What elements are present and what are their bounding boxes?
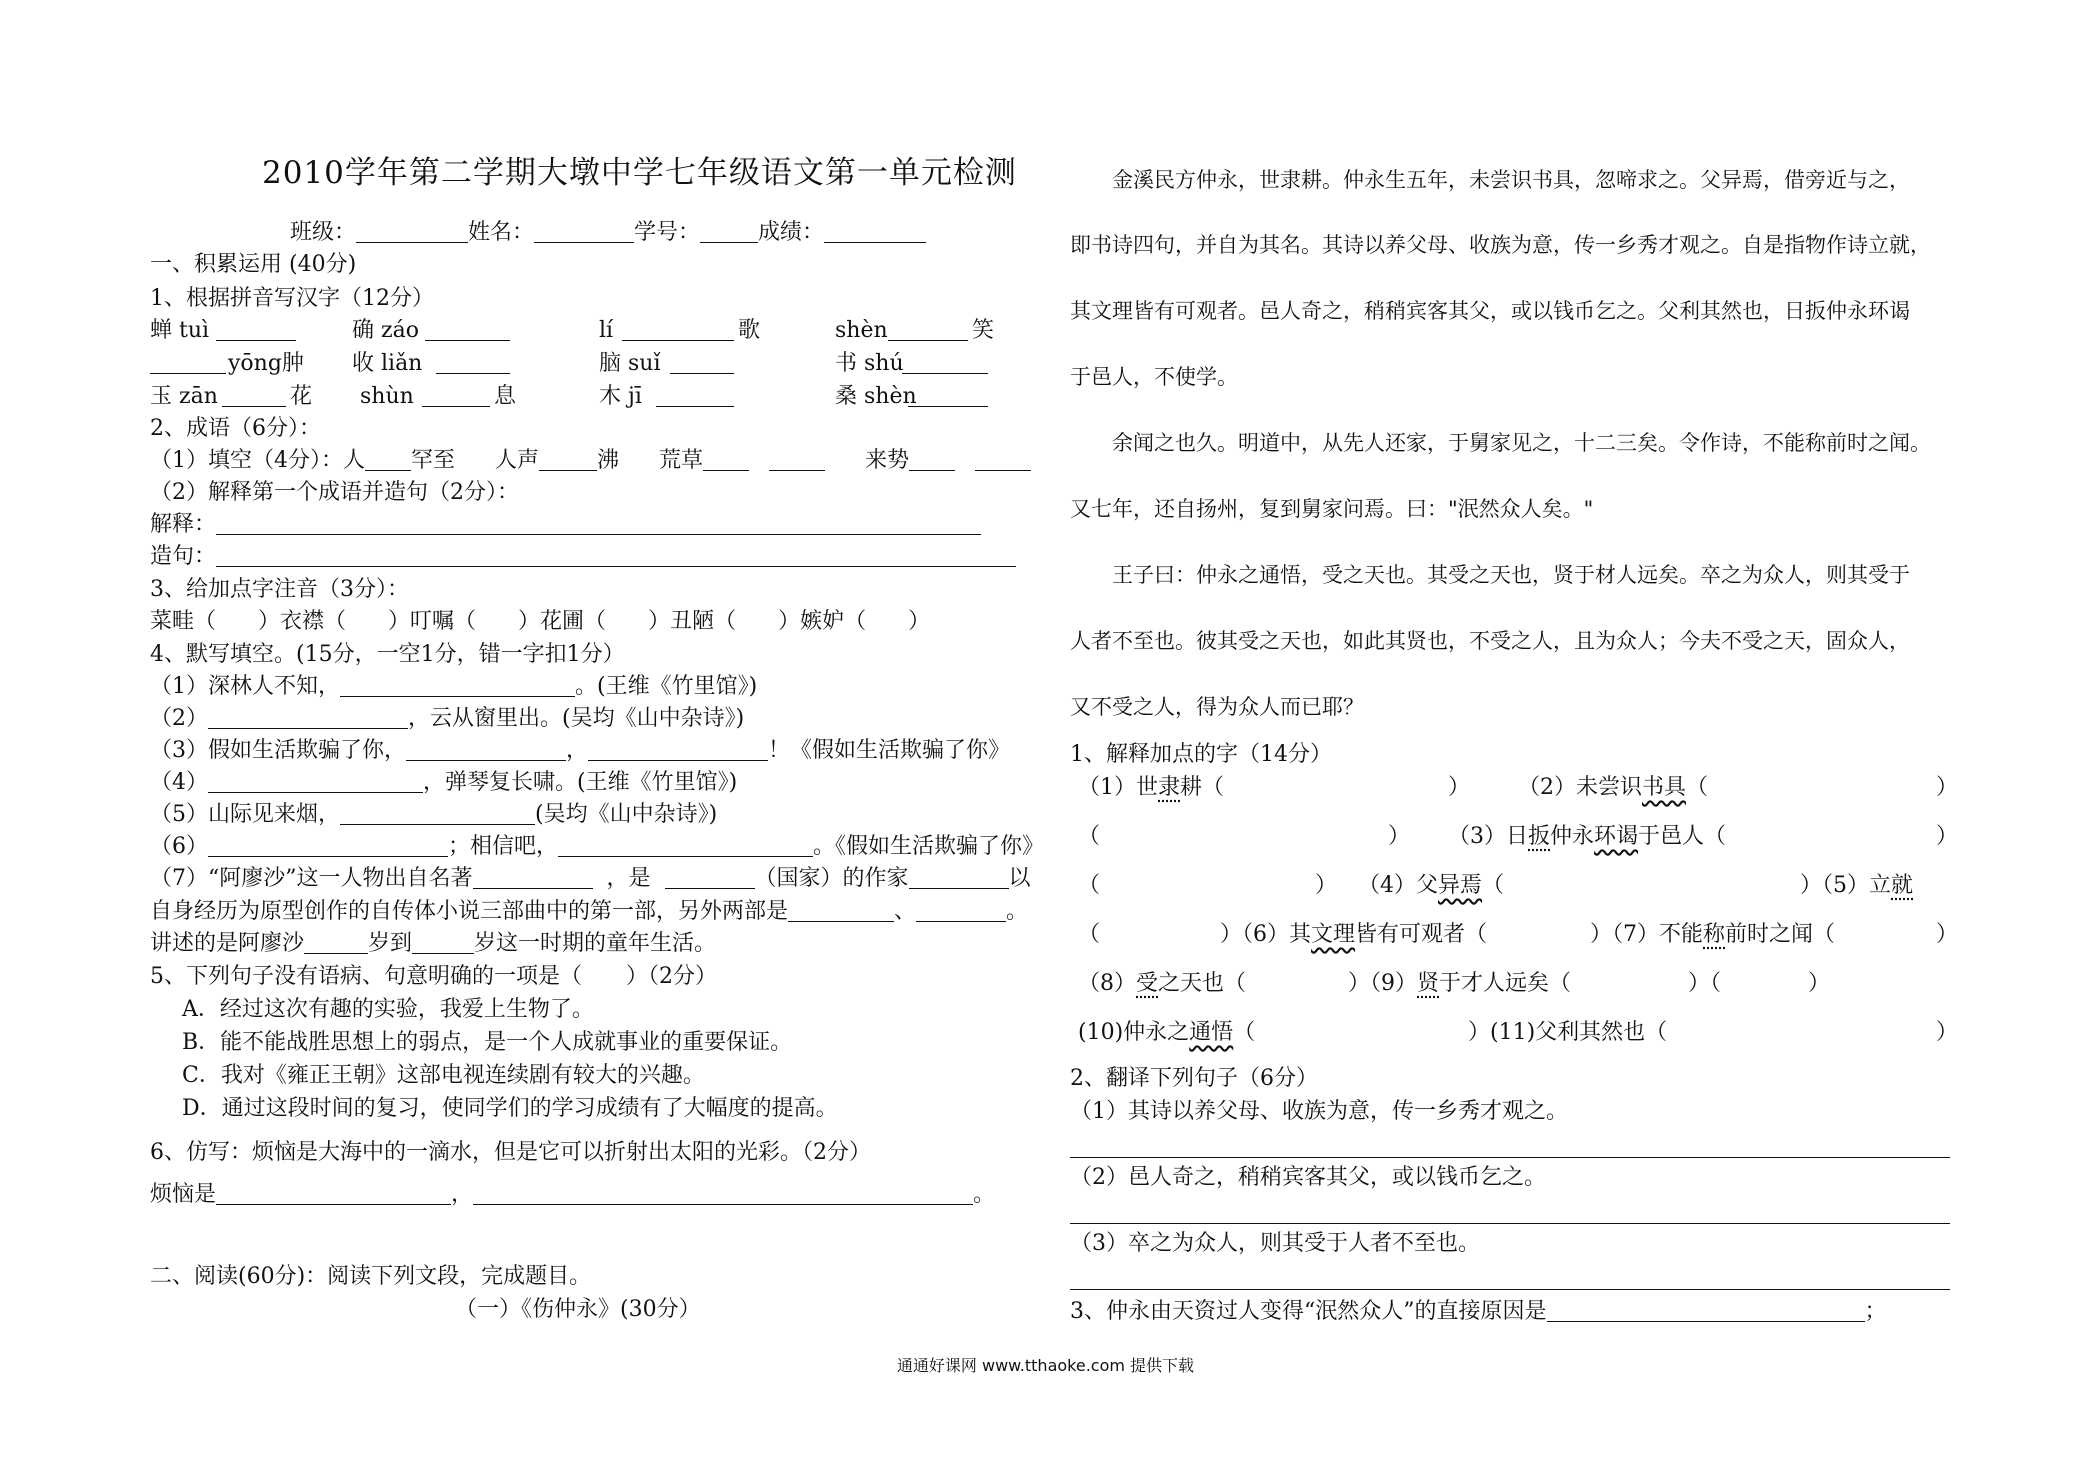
q2-heading: 2、成语（6分）：: [150, 416, 321, 441]
q7-blank[interactable]: [916, 897, 1006, 922]
q4-line-4: [150, 768, 737, 798]
pinyin-blank[interactable]: [908, 382, 988, 407]
pinyin-3-1: 玉 zān: [150, 384, 218, 409]
rq1-close: ）: [1808, 971, 1831, 996]
rq1-text: (10)仲永之: [1078, 1020, 1190, 1045]
q7-text: 、: [894, 899, 917, 924]
pinyin-1-5: shèn: [835, 318, 888, 343]
rq3-text: 3、仲永由天资过人变得“泯然众人”的直接原因是: [1070, 1299, 1547, 1324]
rq1-6: [1220, 920, 1487, 950]
q7-blank[interactable]: [473, 864, 593, 889]
q7-text: 讲述的是阿廖沙: [150, 931, 305, 956]
rq3-end: ；: [1864, 1299, 1887, 1324]
rq1-text: （: [1482, 873, 1505, 898]
word-huapu: ）花圃（: [518, 609, 607, 634]
q5-option-b[interactable]: B．能不能战胜思想上的弱点，是一个人成就事业的重要保证。: [182, 1030, 793, 1055]
q4-text: ；相信吧，: [448, 834, 559, 859]
section2-heading: 二、阅读(60分)：阅读下列文段，完成题目。: [150, 1264, 592, 1289]
q1-heading: 1、根据拼音写汉字（12分）: [150, 286, 434, 311]
pinyin-blank[interactable]: [888, 316, 968, 341]
pinyin-1-6: 笑: [972, 318, 995, 343]
passage-line: 于邑人，不使学。: [1070, 365, 1238, 389]
passage-line: 又七年，还自扬州，复到舅家问焉。曰："泯然众人矣。": [1070, 497, 1594, 521]
answer-line[interactable]: [1070, 1223, 1950, 1224]
q4-text: ，云从窗里出。(吴均《山中杂诗》): [408, 706, 745, 731]
score-label: 成绩：: [758, 220, 825, 245]
rq2-item-2: （2）邑人奇之，稍稍宾客其父，或以钱币乞之。: [1070, 1165, 1546, 1190]
q5-option-a[interactable]: A．经过这次有趣的实验，我爱上生物了。: [182, 997, 594, 1022]
name-label: 姓名：: [468, 220, 535, 245]
pinyin-blank[interactable]: [422, 382, 490, 407]
q4-text: ！《假如生活欺骗了你》: [768, 738, 1011, 763]
idiom-2-start: 人声: [495, 448, 540, 473]
idiom-1-start: （1）填空（4分）：人: [150, 448, 365, 473]
word-yijin: ）衣襟（: [258, 609, 347, 634]
rq1-close: ）: [1936, 1020, 1959, 1045]
q7-blank[interactable]: [665, 864, 755, 889]
word-close: ）: [908, 609, 931, 634]
rq1-text: 之天也（: [1158, 971, 1247, 996]
passage-line: 又不受之人，得为众人而已耶？: [1070, 695, 1364, 719]
q6-end: 。: [973, 1182, 996, 1207]
q4-blank[interactable]: [406, 736, 566, 761]
rq1-3: [1448, 822, 1726, 852]
q4-7-line-1: [150, 864, 1031, 894]
q2-fill-line: [150, 446, 1031, 476]
q5-option-d[interactable]: D．通过这段时间的复习，使同学们的学习成绩有了大幅度的提高。: [182, 1096, 838, 1121]
q7-blank[interactable]: [788, 897, 894, 922]
q4-blank[interactable]: [588, 736, 768, 761]
q7-blank[interactable]: [304, 929, 368, 954]
rq1-close: ）: [1448, 775, 1471, 800]
rq1-text: 皆有可观者（: [1355, 922, 1488, 947]
rq1-dot-word: 受: [1136, 971, 1159, 996]
rq1-close: ）: [1936, 775, 1959, 800]
rq1-text: 前时之闻（: [1725, 922, 1836, 947]
rq1-11: [1468, 1018, 1667, 1048]
rq1-text: （8）: [1078, 971, 1136, 996]
q4-blank[interactable]: [558, 832, 813, 857]
q7-text: 岁到: [368, 931, 413, 956]
q3-words: [150, 607, 930, 637]
rq1-8: [1078, 969, 1246, 999]
rq1-text: 耕（: [1180, 775, 1225, 800]
word-dingzhu: ）叮嘱（: [388, 609, 477, 634]
idiom-1-end: 罕至: [411, 448, 456, 473]
rq1-text: ）: [1348, 971, 1371, 996]
q4-blank[interactable]: [340, 672, 575, 697]
pinyin-1-3: lí: [599, 318, 614, 343]
rq1-text: （4）父: [1358, 873, 1438, 898]
passage-line: 其文理皆有可观者。邑人奇之，稍稍宾客其父，或以钱币乞之。父利其然也，日扳仲永环谒: [1070, 299, 1910, 323]
rq3-blank[interactable]: [1547, 1297, 1865, 1322]
id-label: 学号：: [634, 220, 701, 245]
explain-field[interactable]: [216, 510, 981, 535]
q4-text: 。《假如生活欺骗了你》: [813, 834, 1045, 859]
q4-text: （5）山际见来烟，: [150, 802, 340, 827]
rq1-text: 于才人远矣（: [1439, 971, 1572, 996]
pinyin-3-3: shùn: [360, 384, 414, 409]
passage-line: 人者不至也。彼其受之天也，如此其贤也，不受之人，且为众人；今夫不受之天，固众人，: [1070, 629, 1910, 653]
sentence-field[interactable]: [216, 542, 1016, 567]
q4-text: （1）深林人不知，: [150, 674, 340, 699]
idiom-3-start: 荒草: [659, 448, 704, 473]
section2-subheading: （一）《伤仲永》(30分）: [455, 1297, 701, 1322]
q7-text: （7）“阿廖沙”这一人物出自名著: [150, 866, 473, 891]
passage-line: 金溪民方仲永，世隶耕。仲永生五年，未尝识书具，忽啼求之。父异焉，借旁近与之，: [1112, 168, 1910, 192]
q6-comma: ，: [451, 1182, 474, 1207]
pinyin-3-5: 木 jī: [599, 384, 642, 409]
idiom-blank[interactable]: [365, 446, 411, 471]
pinyin-blank[interactable]: [216, 316, 296, 341]
idiom-blank[interactable]: [703, 446, 749, 471]
pinyin-1-2: 确 záo: [352, 318, 419, 343]
pinyin-3-2: 花: [290, 384, 313, 409]
rq1-close: ）: [1936, 922, 1959, 947]
rq1-text: (11)父利其然也（: [1490, 1020, 1668, 1045]
word-caiqi: 菜畦（: [150, 609, 217, 634]
rq2-item-3: （3）卒之为众人，则其受于人者不至也。: [1070, 1231, 1480, 1256]
rq1-close: ）: [1315, 873, 1338, 898]
sentence-label: 造句：: [150, 544, 217, 569]
q4-text: 。(王维《竹里馆》): [575, 674, 758, 699]
pinyin-2-1: yōng肿: [228, 351, 304, 376]
rq1-text: （1）世: [1078, 775, 1158, 800]
passage-line: 即书诗四句，并自为其名。其诗以养父母、收族为意，传一乡秀才观之。自是指物作诗立就，: [1070, 233, 1931, 257]
q7-text: 自身经历为原型创作的自传体小说三部曲中的第一部，另外两部是: [150, 899, 789, 924]
pinyin-blank[interactable]: [222, 382, 286, 407]
idiom-blank[interactable]: [539, 446, 597, 471]
q4-text: （4）: [150, 770, 208, 795]
idiom-4-start: 来势: [865, 448, 910, 473]
rq1-dot-word: 文理: [1311, 922, 1356, 947]
rq1-2: [1518, 773, 1708, 803]
pinyin-2-4: 书 shú: [835, 351, 904, 376]
pinyin-blank[interactable]: [670, 349, 734, 374]
q4-text: （2）: [150, 706, 208, 731]
q4-text: （6）: [150, 834, 208, 859]
q2-sentence-line: [150, 542, 1016, 572]
rq1-text: 于邑人（: [1638, 824, 1727, 849]
rq2-heading: 2、翻译下列句子（6分）: [1070, 1066, 1318, 1091]
q7-blank[interactable]: [909, 864, 1009, 889]
q4-blank[interactable]: [208, 768, 423, 793]
q7-blank[interactable]: [412, 929, 474, 954]
idiom-2-end: 沸: [597, 448, 620, 473]
rq1-text: ）: [1590, 922, 1613, 947]
answer-line[interactable]: [1070, 1289, 1950, 1290]
q6-blank[interactable]: [216, 1180, 451, 1205]
id-field[interactable]: [700, 218, 758, 243]
rq2-item-1: （1）其诗以养父母、收族为意，传一乡秀才观之。: [1070, 1099, 1568, 1124]
q4-text: ，弹琴复长啸。(王维《竹里馆》): [423, 770, 738, 795]
q4-line-5: [150, 800, 717, 830]
word-jidu: ）嫉妒（: [778, 609, 867, 634]
q4-blank[interactable]: [340, 800, 535, 825]
idiom-blank[interactable]: [975, 446, 1031, 471]
q6-line: [150, 1180, 995, 1210]
rq1-text: （6）其: [1242, 922, 1312, 947]
rq1-text: ）: [1468, 1020, 1491, 1045]
pinyin-blank[interactable]: [436, 349, 510, 374]
passage-line: 王子曰：仲永之通悟，受之天也。其受之天也，贤于材人远矣。卒之为众人，则其受于: [1112, 563, 1910, 587]
rq1-text: 仲永: [1550, 824, 1595, 849]
rq1-4: [1358, 871, 1504, 901]
rq1-open: （: [1078, 873, 1101, 898]
idiom-blank[interactable]: [909, 446, 955, 471]
q4-line-6: [150, 832, 1044, 862]
rq1-close: ）: [1936, 824, 1959, 849]
rq1-text: ）: [1220, 922, 1243, 947]
pinyin-blank[interactable]: [622, 316, 734, 341]
footer-credit: 通通好课网 www.tthaoke.com 提供下载: [896, 1356, 1195, 1375]
rq1-text: ）: [1800, 873, 1823, 898]
rq1-dot-word: 隶: [1158, 775, 1181, 800]
explain-label: 解释：: [150, 512, 217, 537]
pinyin-1-4: 歌: [738, 318, 761, 343]
q4-line-2: [150, 704, 744, 734]
student-info: [290, 218, 926, 248]
q4-7-line-2: [150, 897, 1028, 927]
q7-text: 以: [1008, 866, 1031, 891]
q4-7-line-3: [150, 929, 716, 959]
rq1-dot-word: 异焉: [1438, 873, 1483, 898]
pinyin-2-2: 收 liǎn: [352, 351, 423, 376]
pinyin-blank[interactable]: [656, 382, 734, 407]
q4-heading: 4、默写填空。(15分，一空1分，错一字扣1分）: [150, 642, 625, 667]
rq1-mid: ）（: [1688, 971, 1722, 996]
q4-line-1: [150, 672, 757, 702]
rq3-line: [1070, 1297, 1887, 1327]
q4-text: （3）假如生活欺骗了你，: [150, 738, 406, 763]
rq1-text: （: [1233, 1020, 1256, 1045]
rq1-dot-word: 就: [1891, 873, 1914, 898]
rq1-heading: 1、解释加点的字（14分）: [1070, 742, 1332, 767]
q4-line-3: [150, 736, 1010, 766]
q3-heading: 3、给加点字注音（3分）：: [150, 577, 409, 602]
word-choulou: ）丑陋（: [648, 609, 737, 634]
pinyin-blank[interactable]: [902, 349, 988, 374]
q2-explain-line: [150, 510, 981, 540]
page-title: 2010学年第二学期大墩中学七年级语文第一单元检测: [262, 155, 1017, 191]
rq1-dot-word: 书具: [1642, 775, 1687, 800]
rq1-text: （7）不能: [1612, 922, 1704, 947]
rq1-7: [1590, 920, 1835, 950]
pinyin-blank[interactable]: [150, 349, 226, 374]
pinyin-3-4: 息: [494, 384, 517, 409]
q5-option-c[interactable]: C．我对《雍正王朝》这部电视连续剧有较大的兴趣。: [182, 1063, 705, 1088]
rq1-dot-word: 称: [1703, 922, 1726, 947]
name-field[interactable]: [534, 218, 634, 243]
idiom-blank[interactable]: [769, 446, 825, 471]
rq1-open: （: [1078, 824, 1101, 849]
rq1-10: [1078, 1018, 1255, 1048]
pinyin-2-3: 脑 suǐ: [599, 351, 661, 376]
q6-heading: 6、仿写：烦恼是大海中的一滴水，但是它可以折射出太阳的光彩。（2分）: [150, 1140, 871, 1165]
q4-blank[interactable]: [208, 704, 408, 729]
section1-heading: 一、积累运用 (40分): [150, 252, 357, 277]
q6-prefix: 烦恼是: [150, 1182, 217, 1207]
q4-text: (吴均《山中杂诗》): [535, 802, 718, 827]
score-field[interactable]: [824, 218, 926, 243]
pinyin-3-6: 桑 shèn: [835, 384, 917, 409]
q2-explain-heading: （2）解释第一个成语并造句（2分）：: [150, 480, 519, 505]
rq1-dot-word: 贤: [1417, 971, 1440, 996]
class-field[interactable]: [356, 218, 468, 243]
rq1-text: （5）立: [1822, 873, 1892, 898]
q7-text: 岁这一时期的童年生活。: [474, 931, 717, 956]
q7-text: 。: [1006, 899, 1029, 924]
rq1-1: [1078, 773, 1224, 803]
q4-text: ，: [566, 738, 589, 763]
rq1-dot-word: 环谒: [1594, 824, 1639, 849]
answer-line[interactable]: [1070, 1157, 1950, 1158]
class-label: 班级：: [290, 220, 357, 245]
q6-blank[interactable]: [473, 1180, 973, 1205]
passage-line: 余闻之也久。明道中，从先人还家，于舅家见之，十二三矣。令作诗，不能称前时之闻。: [1112, 431, 1931, 455]
rq1-5: [1800, 871, 1913, 901]
rq1-text: （: [1686, 775, 1709, 800]
rq1-text: （3）日: [1448, 824, 1528, 849]
rq1-open: （: [1078, 922, 1101, 947]
rq1-text: （2）未尝识: [1518, 775, 1642, 800]
rq1-dot-word: 扳: [1528, 824, 1551, 849]
rq1-text: （9）: [1370, 971, 1418, 996]
pinyin-1-1: 蝉 tuì: [150, 318, 210, 343]
q7-text: ，是: [606, 866, 651, 891]
q4-blank[interactable]: [208, 832, 448, 857]
rq1-dot-word: 通悟: [1189, 1020, 1234, 1045]
rq1-9: [1348, 969, 1571, 999]
q5-heading: 5、下列句子没有语病、句意明确的一项是（ ）（2分）: [150, 964, 717, 989]
rq1-close: ）: [1388, 824, 1411, 849]
q7-text: （国家）的作家: [754, 866, 909, 891]
pinyin-blank[interactable]: [425, 316, 510, 341]
